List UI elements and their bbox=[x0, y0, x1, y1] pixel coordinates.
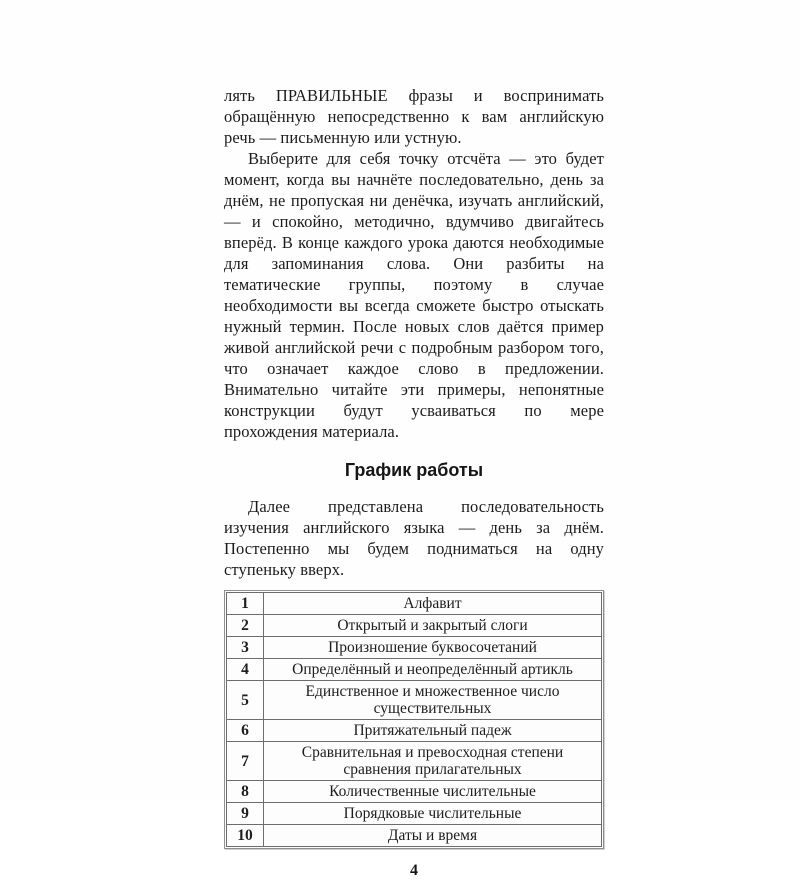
row-topic-cell: Единственное и множественное число существительных bbox=[264, 681, 602, 720]
table-row bbox=[227, 637, 602, 659]
row-number-cell: 3 bbox=[227, 637, 264, 659]
table-row bbox=[227, 825, 602, 847]
row-topic-cell: Произношение буквосочетаний bbox=[264, 637, 602, 659]
row-number-cell: 4 bbox=[227, 659, 264, 681]
table-row bbox=[227, 615, 602, 637]
table-row bbox=[227, 803, 602, 825]
row-number-cell: 1 bbox=[227, 593, 264, 615]
row-number-cell: 10 bbox=[227, 825, 264, 847]
row-topic-cell: Открытый и закрытый слоги bbox=[264, 615, 602, 637]
row-topic-cell: Определённый и неопределённый артикль bbox=[264, 659, 602, 681]
table-row bbox=[227, 720, 602, 742]
page-number: 4 bbox=[410, 862, 418, 879]
row-number-cell: 5 bbox=[227, 681, 264, 720]
row-topic-cell: Притяжательный падеж bbox=[264, 720, 602, 742]
schedule-table bbox=[224, 590, 604, 849]
table-row bbox=[227, 659, 602, 681]
row-number-cell: 2 bbox=[227, 615, 264, 637]
paragraph-continuation: лять ПРАВИЛЬНЫЕ фразы и воспринимать обращённую непосредственно к вам английскую речь — письменную или устную. bbox=[224, 86, 604, 147]
row-number-cell: 7 bbox=[227, 742, 264, 781]
section-heading: График работы bbox=[344, 460, 484, 480]
row-topic-cell: Количественные числительные bbox=[264, 781, 602, 803]
table-row bbox=[227, 593, 602, 615]
row-topic-cell: Алфавит bbox=[264, 593, 602, 615]
table-row bbox=[227, 781, 602, 803]
paragraph-2: Выберите для себя точку отсчёта — это будет момент, когда вы начнёте последовательно, день за днём, не пропуская ни денёчка, изучать английский, — и спокойно, методично, вдумчиво двигайтесь вперёд. В конце каждого урока даются необходимые для запоминания слова. Они разбиты на тематические группы, поэтому в случае необходимости вы всегда сможете быстро отыскать нужный термин. После новых слов даётся пример живой английской речи с подробным разбором того, что означает каждое слово в предложении. Внимательно читайте эти примеры, непонятные конструкции будут усваиваться по мере прохождения материала. bbox=[224, 149, 604, 441]
row-topic-cell: Сравнительная и превосходная степени сравнения прилагательных bbox=[264, 742, 602, 781]
row-number-cell: 8 bbox=[227, 781, 264, 803]
row-number-cell: 6 bbox=[227, 720, 264, 742]
row-topic-cell: Порядковые числительные bbox=[264, 803, 602, 825]
row-topic-cell: Даты и время bbox=[264, 825, 602, 847]
table-row bbox=[227, 742, 602, 781]
table-row bbox=[227, 681, 602, 720]
page-content-column bbox=[224, 85, 604, 880]
row-number-cell: 9 bbox=[227, 803, 264, 825]
schedule-table-grid bbox=[226, 592, 602, 847]
paragraph-3: Далее представлена последовательность изучения английского языка — день за днём. Постепенно мы будем подниматься на одну ступеньку вверх. bbox=[224, 497, 604, 579]
